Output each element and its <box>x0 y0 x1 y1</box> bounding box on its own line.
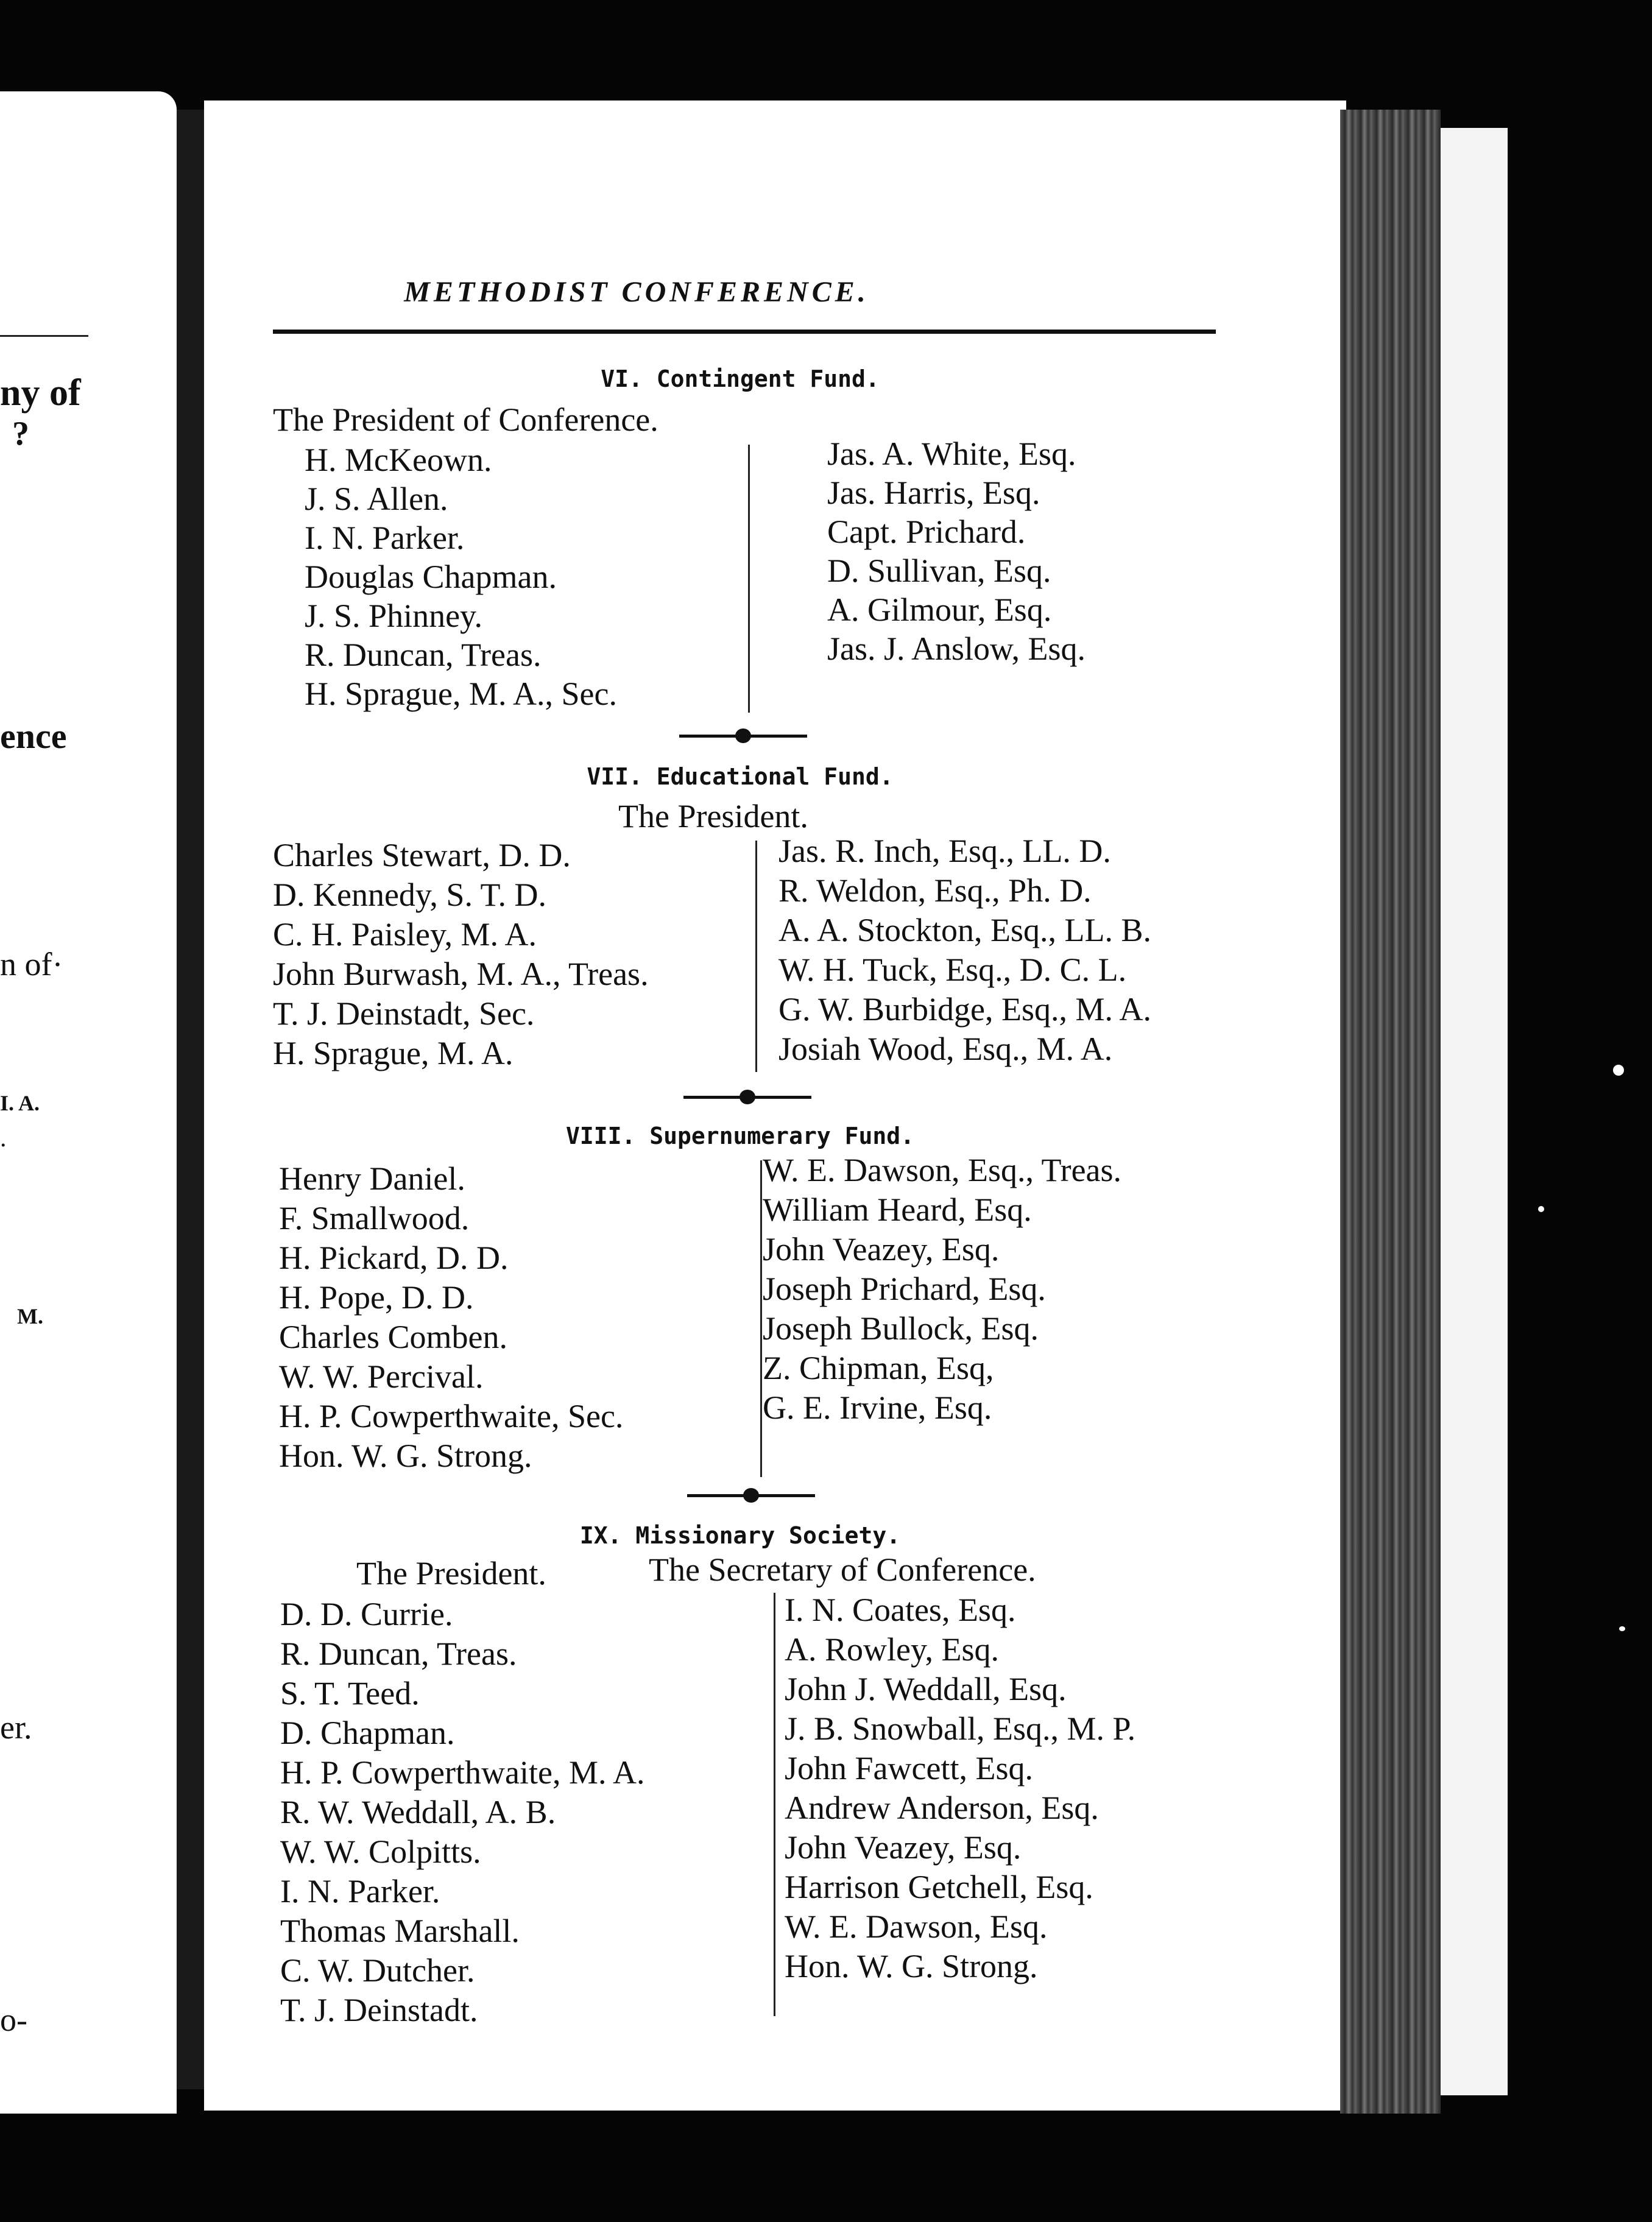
member-name: D. D. Currie. <box>280 1596 453 1632</box>
section-title: VII. Educational Fund. <box>587 763 894 790</box>
member-name: Charles Comben. <box>279 1319 507 1355</box>
member-name: W. W. Percival. <box>279 1358 484 1395</box>
member-name: R. W. Weddall, A. B. <box>280 1794 556 1830</box>
back-board <box>1441 128 1508 2095</box>
column-divider <box>760 1160 762 1477</box>
section-header-line: The President. <box>618 798 808 834</box>
member-name: J. B. Snowball, Esq., M. P. <box>785 1710 1136 1747</box>
member-name: Hon. W. G. Strong. <box>279 1437 532 1474</box>
facing-page-fragment: ence <box>0 716 67 756</box>
member-name: Thomas Marshall. <box>280 1913 520 1949</box>
member-name: A. Rowley, Esq. <box>785 1631 999 1668</box>
member-name: I. N. Parker. <box>305 520 465 556</box>
member-name: Capt. Prichard. <box>827 513 1026 550</box>
column-divider <box>748 445 750 713</box>
member-name: I. N. Coates, Esq. <box>785 1592 1016 1628</box>
column-divider <box>774 1593 775 2016</box>
member-name: Jas. Harris, Esq. <box>827 474 1040 511</box>
member-name: G. W. Burbidge, Esq., M. A. <box>778 991 1152 1028</box>
section-title: VIII. Supernumerary Fund. <box>566 1123 914 1149</box>
member-name: H. McKeown. <box>305 442 492 478</box>
member-name: John J. Weddall, Esq. <box>785 1671 1067 1707</box>
member-name: H. Pickard, D. D. <box>279 1240 509 1276</box>
member-name: R. Duncan, Treas. <box>305 637 542 673</box>
member-name: Andrew Anderson, Esq. <box>785 1790 1099 1826</box>
member-name: Z. Chipman, Esq, <box>763 1350 994 1386</box>
member-name: T. J. Deinstadt. <box>280 1992 478 2028</box>
facing-page-fragment: o- <box>0 2002 27 2038</box>
page-speck <box>1538 1206 1544 1212</box>
facing-page-fragment: I. A. <box>0 1091 40 1115</box>
member-name: J. S. Allen. <box>305 481 448 517</box>
member-name: William Heard, Esq. <box>763 1191 1032 1228</box>
section-ornament <box>679 727 807 744</box>
member-name: Hon. W. G. Strong. <box>785 1948 1038 1984</box>
member-name: D. Sullivan, Esq. <box>827 552 1051 589</box>
member-name: I. N. Parker. <box>280 1873 440 1910</box>
member-name: Douglas Chapman. <box>305 559 557 595</box>
section-ornament <box>683 1088 811 1106</box>
facing-page-fragment: . <box>0 1124 7 1152</box>
member-name: S. T. Teed. <box>280 1675 420 1712</box>
member-name: H. P. Cowperthwaite, M. A. <box>280 1754 645 1791</box>
page-edges <box>1340 110 1441 2114</box>
member-name: Joseph Bullock, Esq. <box>763 1310 1039 1347</box>
facing-page <box>0 91 177 2114</box>
member-name: H. P. Cowperthwaite, Sec. <box>279 1398 624 1434</box>
member-name: W. E. Dawson, Esq., Treas. <box>763 1152 1122 1188</box>
section-header-line: The President. <box>356 1555 546 1592</box>
facing-page-rule <box>0 335 88 337</box>
running-head: METHODIST CONFERENCE. <box>404 276 869 308</box>
column-divider <box>755 841 757 1072</box>
member-name: W. W. Colpitts. <box>280 1833 481 1870</box>
member-name: John Burwash, M. A., Treas. <box>273 956 649 992</box>
member-name: W. H. Tuck, Esq., D. C. L. <box>778 951 1127 988</box>
member-name: H. Sprague, M. A., Sec. <box>305 675 617 712</box>
member-name: Jas. R. Inch, Esq., LL. D. <box>778 833 1111 869</box>
member-name: H. Sprague, M. A. <box>273 1035 514 1071</box>
section-ornament <box>687 1487 815 1504</box>
facing-page-fragment: er. <box>0 1709 32 1746</box>
page-speck <box>1619 1626 1625 1631</box>
header-rule <box>273 330 1216 334</box>
member-name: H. Pope, D. D. <box>279 1279 474 1316</box>
member-name: A. A. Stockton, Esq., LL. B. <box>778 912 1152 948</box>
member-name: C. W. Dutcher. <box>280 1952 475 1989</box>
member-name: D. Chapman. <box>280 1715 455 1751</box>
member-name: Harrison Getchell, Esq. <box>785 1869 1093 1905</box>
facing-page-fragment: ? <box>12 415 29 453</box>
member-name: John Veazey, Esq. <box>785 1829 1022 1866</box>
member-name: C. H. Paisley, M. A. <box>273 916 537 953</box>
member-name: G. E. Irvine, Esq. <box>763 1389 992 1426</box>
member-name: John Fawcett, Esq. <box>785 1750 1033 1786</box>
section-header-line: The President of Conference. <box>273 401 658 438</box>
member-name: J. S. Phinney. <box>305 598 483 634</box>
member-name: R. Duncan, Treas. <box>280 1635 517 1672</box>
member-name: Josiah Wood, Esq., M. A. <box>778 1031 1113 1067</box>
member-name: Joseph Prichard, Esq. <box>763 1271 1046 1307</box>
section-header-line: The Secretary of Conference. <box>649 1551 1036 1588</box>
facing-page-fragment: ny of <box>0 372 81 414</box>
member-name: Jas. A. White, Esq. <box>827 436 1076 472</box>
member-name: Jas. J. Anslow, Esq. <box>827 630 1086 667</box>
facing-page-fragment: n of· <box>0 946 63 982</box>
member-name: R. Weldon, Esq., Ph. D. <box>778 872 1092 909</box>
member-name: W. E. Dawson, Esq. <box>785 1908 1048 1945</box>
member-name: Henry Daniel. <box>279 1160 465 1197</box>
section-title: IX. Missionary Society. <box>579 1522 901 1549</box>
member-name: Charles Stewart, D. D. <box>273 837 571 873</box>
member-name: A. Gilmour, Esq. <box>827 591 1052 628</box>
page-speck <box>1613 1065 1624 1076</box>
member-name: T. J. Deinstadt, Sec. <box>273 995 535 1032</box>
member-name: F. Smallwood. <box>279 1200 470 1236</box>
member-name: John Veazey, Esq. <box>763 1231 1000 1268</box>
section-title: VI. Contingent Fund. <box>601 365 880 392</box>
facing-page-fragment: M. <box>17 1304 43 1328</box>
member-name: D. Kennedy, S. T. D. <box>273 876 546 913</box>
